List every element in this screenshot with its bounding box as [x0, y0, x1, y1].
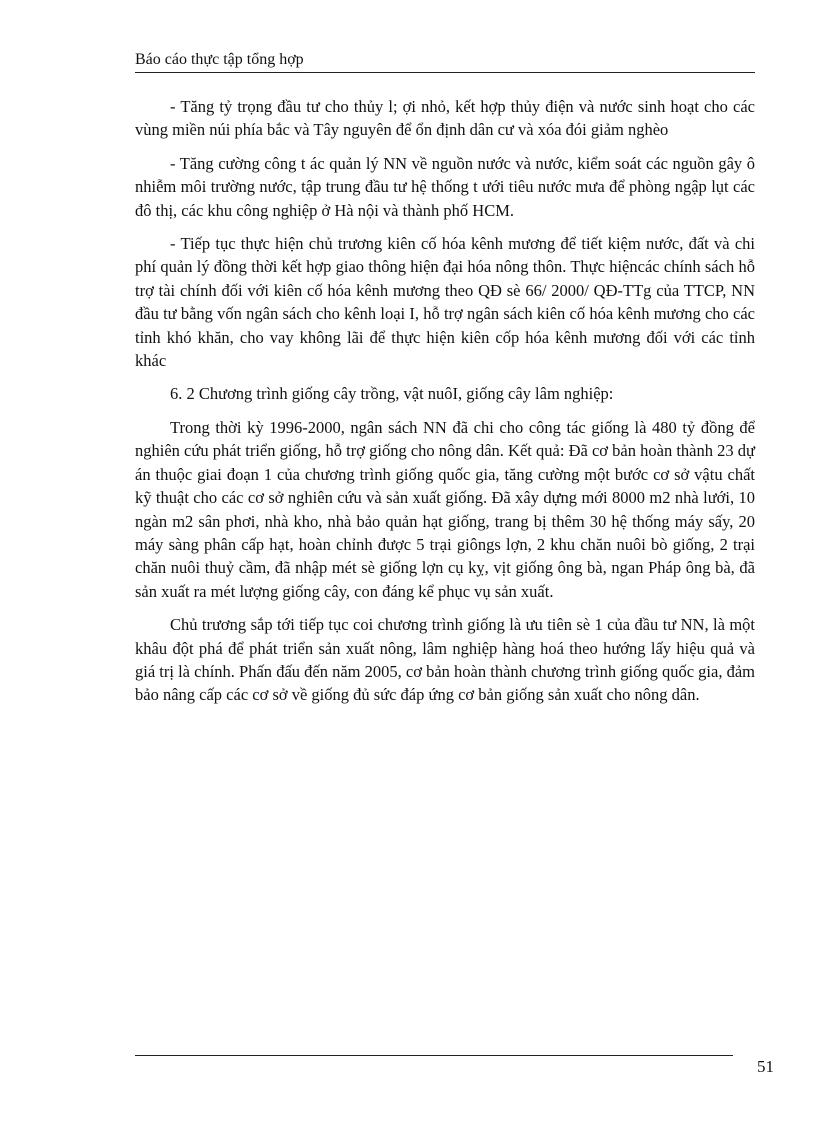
page-number: 51	[757, 1057, 774, 1076]
page-header	[135, 50, 755, 73]
paragraph-canal-solidification: - Tiếp tục thực hiện chủ trương kiên cố hóa kênh mương để tiết kiệm nước, đất và chi phí quản lý đồng thời kết hợp giao thông hiện đại hóa nông thôn. Thực hiệncác chính sách hỗ trợ tài chính đối với kiên cố hóa kênh mương theo QĐ sè 66/ 2000/ QĐ-TTg của TTCP, NN đầu tư bằng vốn ngân sách cho kênh loại I, hỗ trợ ngân sách kiên cố hóa kênh mương cho các tỉnh khó khăn, cho vay không lãi để thực hiện kiên cốp hóa kênh mương đối với các tỉnh khác	[135, 234, 755, 371]
paragraph-water-management: - Tăng cường công t ác quản lý NN về nguồn nước và nước, kiểm soát các nguồn gây ô nhiễm môi trường nước, tập trung đầu tư hệ thống t ưới tiêu nước mưa để phòng ngập lụt các đô thị, các khu công nghiệp ở Hà nội và thành phố HCM.	[135, 153, 755, 220]
document-body	[135, 95, 755, 717]
footer-divider	[135, 1055, 733, 1056]
paragraph-seed-priority: Chủ trương sắp tới tiếp tục coi chương trình giống là ưu tiên sè 1 của đầu tư NN, là một khâu đột phá để phát triển sản xuất nông, lâm nghiệp hàng hoá theo hướng lấy hiệu quả và giá trị là chính. Phấn đấu đến năm 2005, cơ bản hoàn thành chương trình giống quốc gia, đảm bảo nâng cấp các cơ sở về giống đủ sức đáp ứng cơ bản giống sản xuất cho nông dân.	[135, 615, 755, 705]
paragraph-seed-results: Trong thời kỳ 1996-2000, ngân sách NN đã chi cho công tác giống là 480 tỷ đồng để nghiên cứu phát triển giống, hỗ trợ giống cho nông dân. Kết quả: Đã cơ bản hoàn thành 23 dự án thuộc giai đoạn 1 của chương trình giống quốc gia, tăng cường một bước cơ sở vậtu chất kỹ thuật cho các cơ sở nghiên cứu và sản xuất giống. Đã xây dựng mới 8000 m2 nhà lưới, 10 ngàn m2 sân phơi, nhà kho, nhà bảo quản hạt giống, trang bị thêm 30 hệ thống máy sấy, 20 máy sàng phân cấp hạt, hoàn chỉnh được 5 trại giôngs lợn, 2 khu chăn nuôi bò giống, 2 trại chăn nuôi thuỷ cầm, đã nhập mét sè giống lợn cụ kỵ, vịt giống ông bà, ngan Pháp ông bà, đã sản xuất ra mét lượng giống cây, con đáng kể phục vụ sản xuất.	[135, 417, 755, 601]
paragraph-irrigation-investment: - Tăng tỷ trọng đầu tư cho thủy l; ợi nhỏ, kết hợp thủy điện và nước sinh hoạt cho các vùng miền núi phía bắc và Tây nguyên để ổn định dân cư và xóa đói giảm nghèo	[135, 97, 755, 140]
section-heading-seed-program: 6. 2 Chương trình giống cây trồng, vật nuôI, giống cây lâm nghiệp:	[170, 384, 614, 404]
header-title: Báo cáo thực tập tổng hợp	[135, 51, 304, 68]
